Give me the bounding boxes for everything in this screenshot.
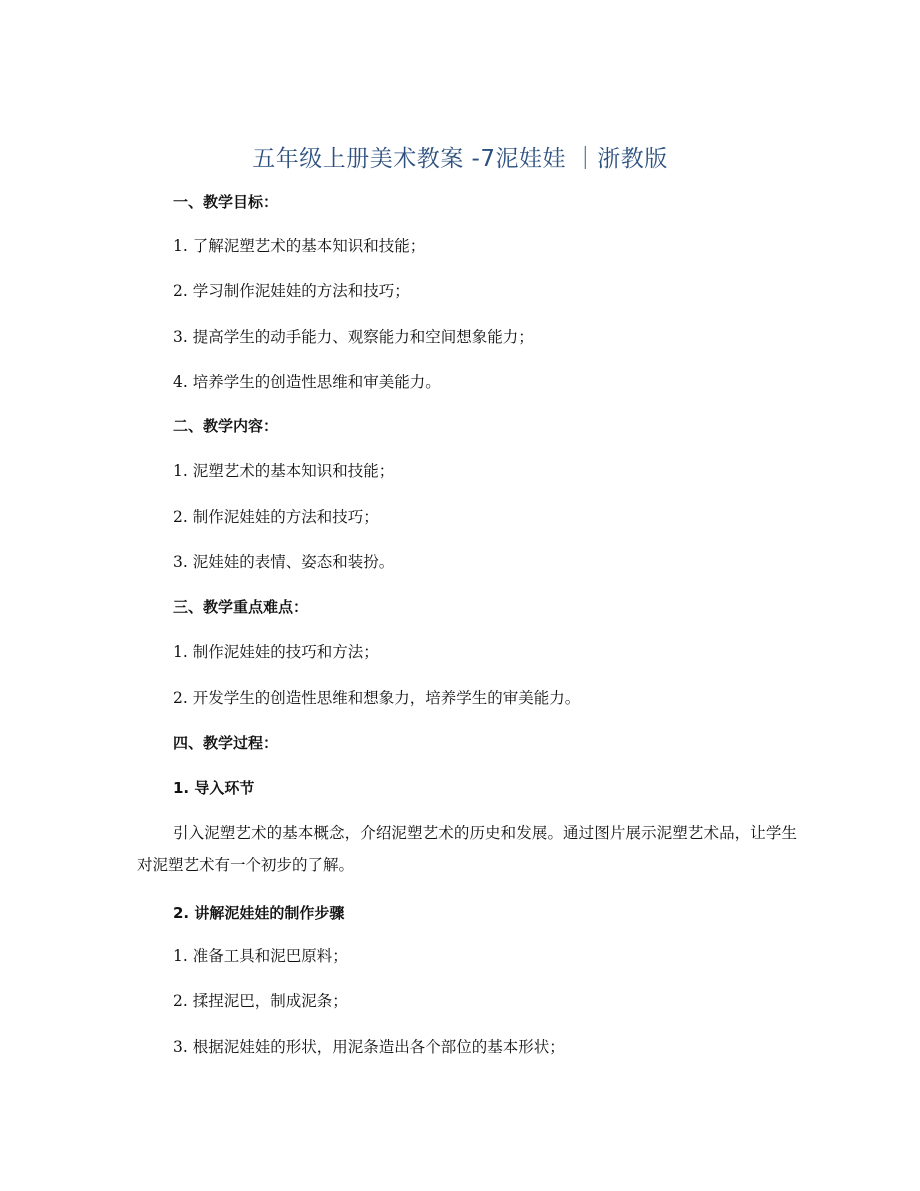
section-heading-objectives: 一、教学目标： bbox=[173, 193, 279, 211]
step-item: 1. 准备工具和泥巴原料； bbox=[173, 947, 348, 965]
section-heading-process: 四、教学过程： bbox=[173, 734, 279, 752]
objective-item: 4. 培养学生的创造性思维和审美能力。 bbox=[173, 373, 441, 391]
objective-item: 3. 提高学生的动手能力、观察能力和空间想象能力； bbox=[173, 328, 534, 346]
step-heading-intro: 1. 导入环节 bbox=[173, 779, 255, 797]
objective-item: 1. 了解泥塑艺术的基本知识和技能； bbox=[173, 237, 426, 255]
content-item: 3. 泥娃娃的表情、姿态和装扮。 bbox=[173, 553, 395, 571]
section-heading-content: 二、教学内容： bbox=[173, 417, 279, 435]
content-item: 2. 制作泥娃娃的方法和技巧； bbox=[173, 508, 379, 526]
key-point-item: 1. 制作泥娃娃的技巧和方法； bbox=[173, 643, 379, 661]
content-item: 1. 泥塑艺术的基本知识和技能； bbox=[173, 462, 395, 480]
step-item: 3. 根据泥娃娃的形状，用泥条造出各个部位的基本形状； bbox=[173, 1038, 565, 1056]
step-intro-paragraph: 引入泥塑艺术的基本概念，介绍泥塑艺术的历史和发展。通过图片展示泥塑艺术品，让学生对泥塑艺术有一个初步的了解。 bbox=[137, 824, 797, 874]
step-heading-steps: 2. 讲解泥娃娃的制作步骤 bbox=[173, 904, 345, 922]
section-heading-key-points: 三、教学重点难点： bbox=[173, 598, 309, 616]
document-title: 五年级上册美术教案 -7泥娃娃 ｜浙教版 bbox=[252, 146, 668, 172]
objective-item: 2. 学习制作泥娃娃的方法和技巧； bbox=[173, 282, 410, 300]
step-item: 2. 揉捏泥巴，制成泥条； bbox=[173, 992, 348, 1010]
key-point-item: 2. 开发学生的创造性思维和想象力，培养学生的审美能力。 bbox=[173, 689, 581, 707]
